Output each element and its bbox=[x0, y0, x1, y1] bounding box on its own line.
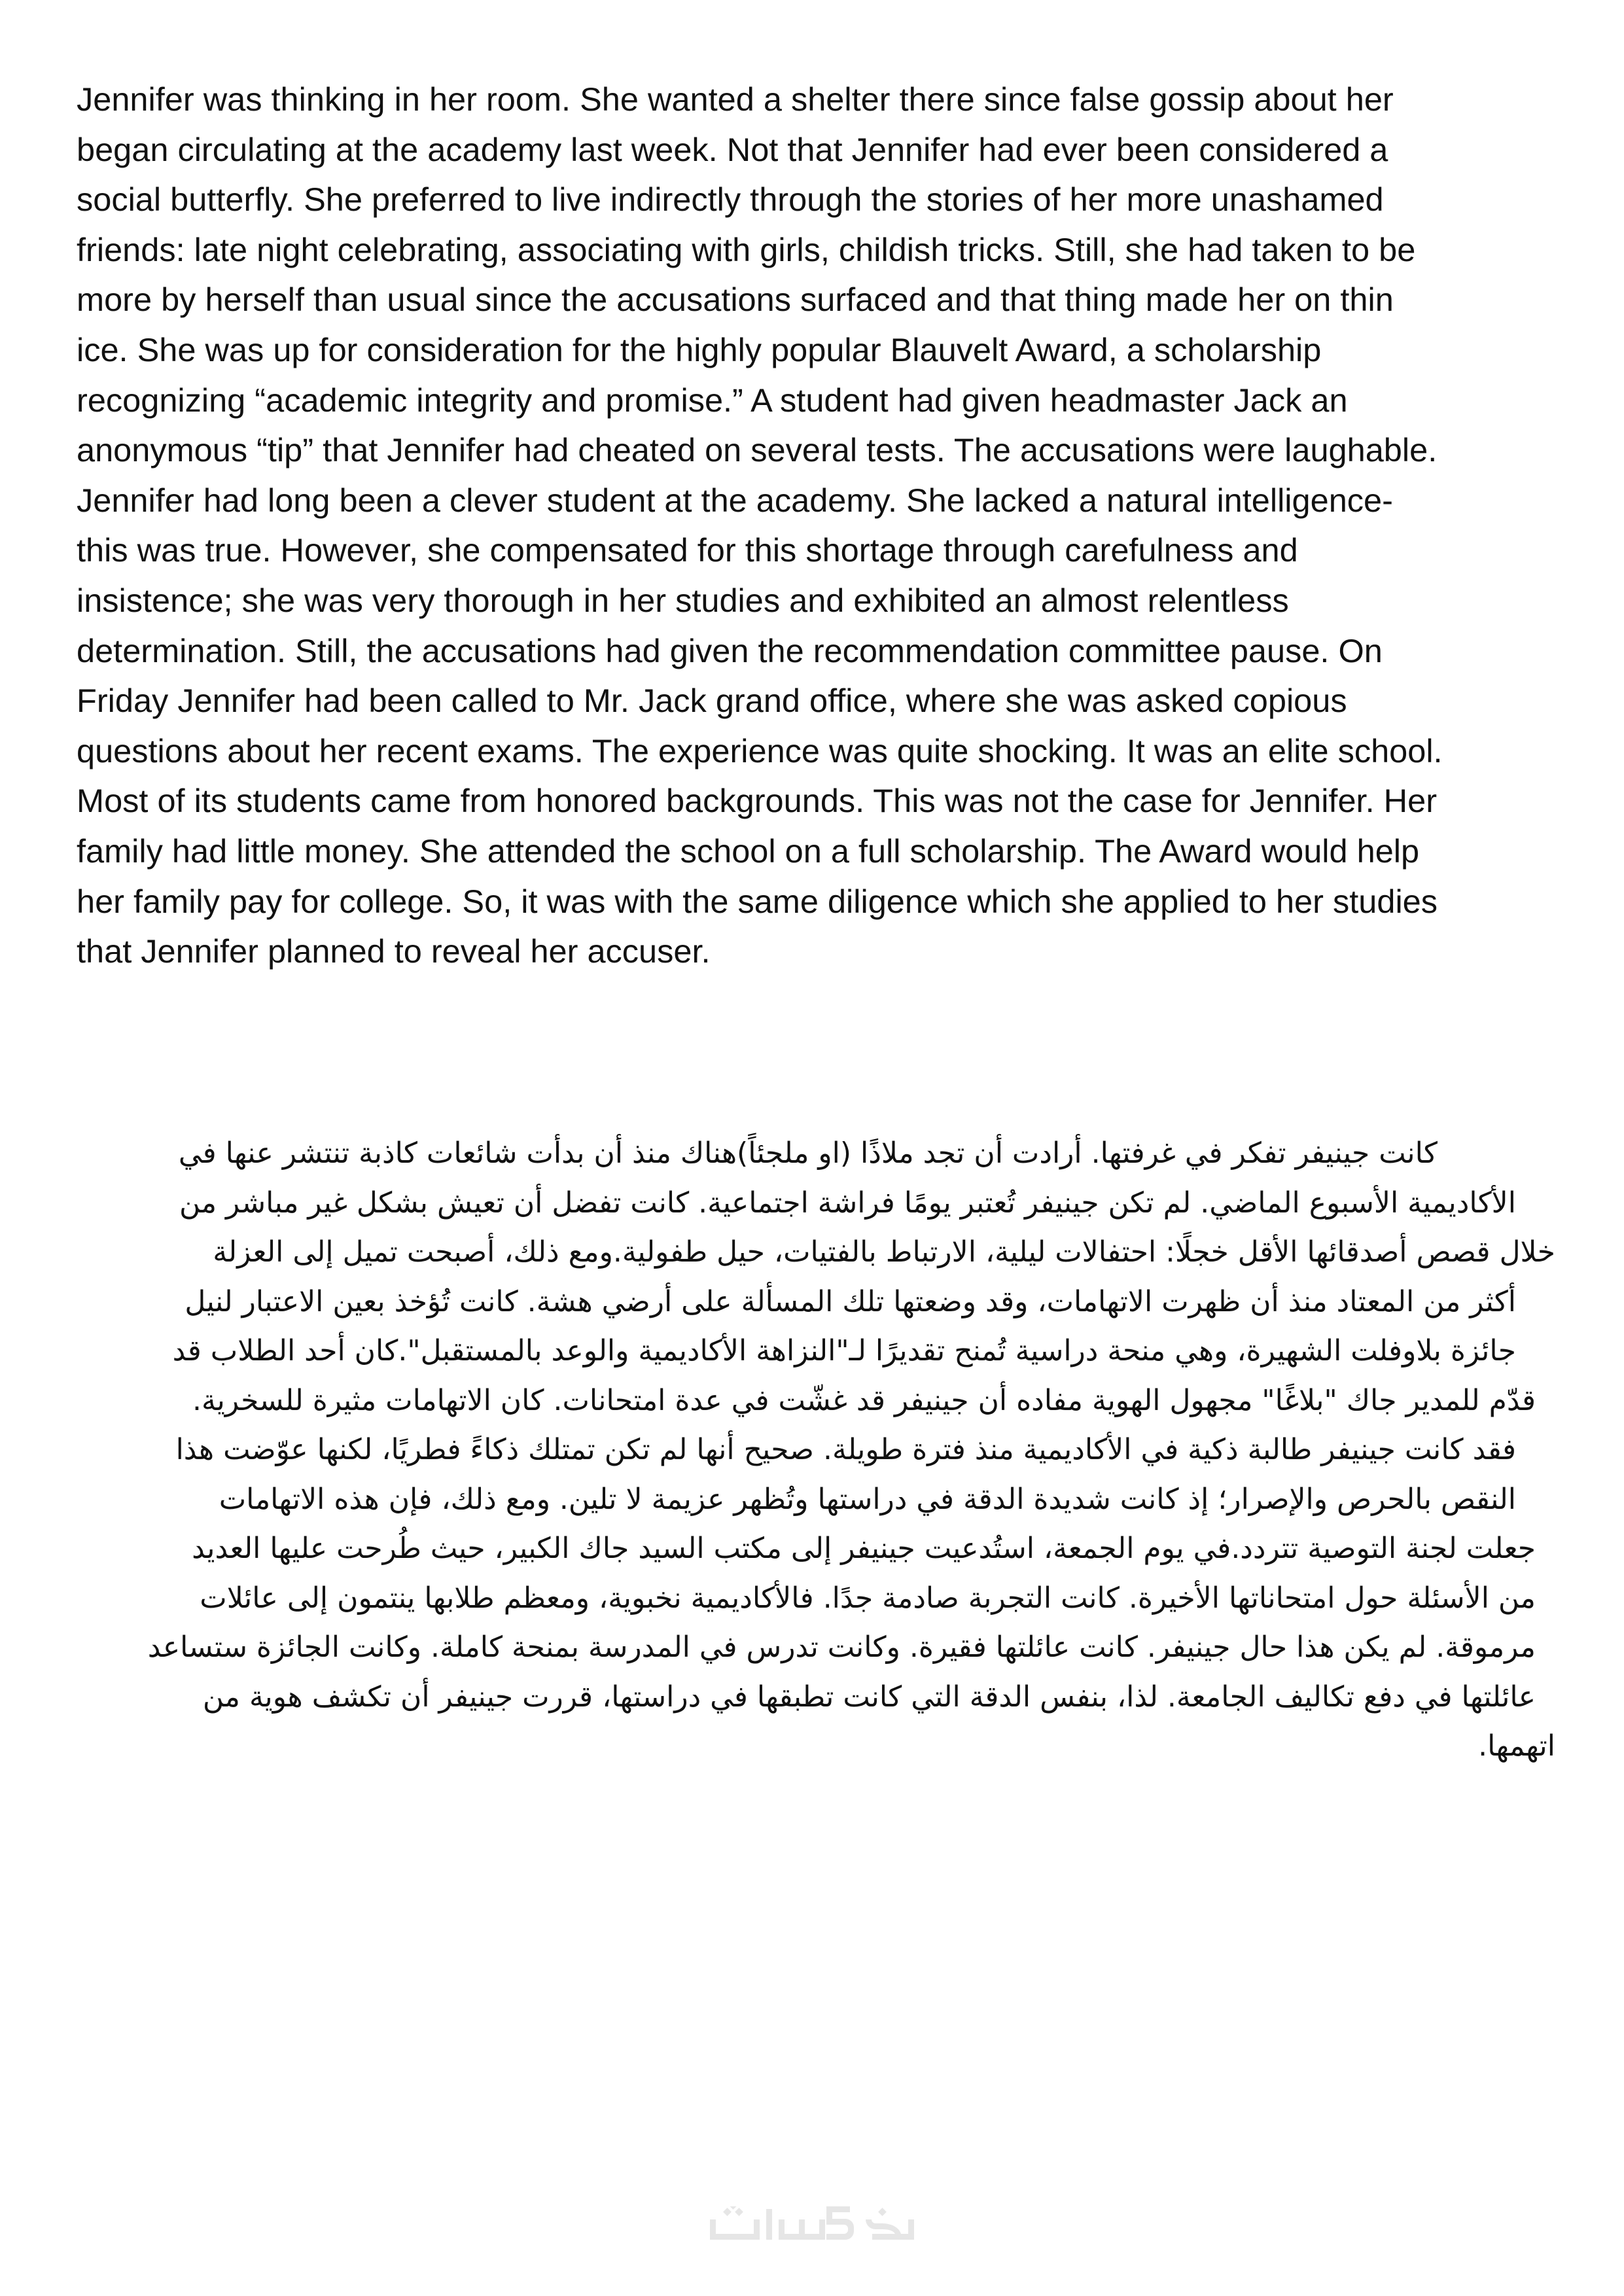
khamsat-logo-icon bbox=[710, 2206, 914, 2247]
english-line: friends: late night celebrating, associating with girls, childish tricks. Still, she had taken to be bbox=[77, 230, 1416, 268]
arabic-line: فقد كانت جينيفر طالبة ذكية في الأكاديمية منذ فترة طويلة. صحيح أنها لم تكن تمتلك ذكاءً فطريًا، لكنها عوّضت هذا bbox=[175, 1433, 1516, 1466]
english-line: Most of its students came from honored backgrounds. This was not the case for Jennifer. Her bbox=[77, 782, 1438, 820]
english-line: her family pay for college. So, it was with the same diligence which she applied to her studies bbox=[77, 882, 1438, 920]
english-line: Jennifer had long been a clever student at the academy. She lacked a natural intelligence- bbox=[77, 481, 1393, 519]
arabic-line: جعلت لجنة التوصية تتردد.في يوم الجمعة، استُدعيت جينيفر إلى مكتب السيد جاك الكبير، حيث طُرحت عليها العديد bbox=[192, 1532, 1536, 1565]
english-line: family had little money. She attended the school on a full scholarship. The Award would help bbox=[77, 832, 1420, 870]
arabic-line: قدّم للمدير جاك "بلاغًا" مجهول الهوية مفاده أن جينيفر قد غشّت في عدة امتحانات. كان الاتهامات مثيرة للسخرية. bbox=[192, 1383, 1536, 1417]
arabic-line: كانت جينيفر تفكر في غرفتها. أرادت أن تجد ملاذًا (او ملجئاً)هناك منذ أن بدأت شائعات كاذبة تنتشر عنها في bbox=[178, 1137, 1438, 1170]
arabic-line: مرموقة. لم يكن هذا حال جينيفر. كانت عائلتها فقيرة. وكانت تدرس في المدرسة بمنحة كاملة. وكانت الجائزة ستساعد bbox=[147, 1631, 1536, 1664]
english-line: began circulating at the academy last week. Not that Jennifer had ever been considered a bbox=[77, 130, 1388, 168]
english-line: ice. She was up for consideration for the highly popular Blauvelt Award, a scholarship bbox=[77, 330, 1322, 368]
english-line: this was true. However, she compensated for this shortage through carefulness and bbox=[77, 531, 1298, 569]
english-line: Jennifer was thinking in her room. She wanted a shelter there since false gossip about her bbox=[77, 80, 1394, 118]
english-line: social butterfly. She preferred to live indirectly through the stories of her more unashamed bbox=[77, 181, 1384, 219]
english-line: Friday Jennifer had been called to Mr. Jack grand office, where she was asked copious bbox=[77, 682, 1347, 720]
arabic-line: خلال قصص أصدقائها الأقل خجلًا: احتفالات ليلية، الارتباط بالفتيات، حيل طفولية.ومع ذلك، أصبحت تميل إلى العزلة bbox=[213, 1235, 1555, 1269]
arabic-line: الأكاديمية الأسبوع الماضي. لم تكن جينيفر تُعتبر يومًا فراشة اجتماعية. كانت تفضل أن تعيش بشكل غير مباشر من bbox=[179, 1186, 1516, 1220]
arabic-line: النقص بالحرص والإصرار؛ إذ كانت شديدة الدقة في دراستها وتُظهر عزيمة لا تلين. ومع ذلك، فإن هذه الاتهامات bbox=[219, 1482, 1516, 1516]
arabic-paragraph bbox=[77, 1129, 1555, 1771]
english-line: recognizing “academic integrity and promise.” A student had given headmaster Jack an bbox=[77, 381, 1348, 419]
english-line: anonymous “tip” that Jennifer had cheated on several tests. The accusations were laughable. bbox=[77, 431, 1438, 469]
english-line: insistence; she was very thorough in her studies and exhibited an almost relentless bbox=[77, 581, 1289, 619]
arabic-line: أكثر من المعتاد منذ أن ظهرت الاتهامات، وقد وضعتها تلك المسألة على أرضي هشة. كانت تُؤخذ بعين الاعتبار لنيل bbox=[185, 1284, 1516, 1318]
arabic-line: جائزة بلاوفلت الشهيرة، وهي منحة دراسية تُمنح تقديرًا لـ"النزاهة الأكاديمية والوعد بالمستقبل".كان أحد الطلاب قد bbox=[172, 1334, 1516, 1368]
arabic-line: اتهمها. bbox=[1478, 1729, 1555, 1763]
english-line: questions about her recent exams. The experience was quite shocking. It was an elite school. bbox=[77, 732, 1443, 769]
arabic-line: عائلتها في دفع تكاليف الجامعة. لذا، بنفس الدقة التي كانت تطبقها في دراستها، قررت جينيفر أن تكشف هوية من bbox=[202, 1680, 1536, 1714]
english-line: determination. Still, the accusations had given the recommendation committee pause. On bbox=[77, 631, 1383, 669]
english-line: that Jennifer planned to reveal her accuser. bbox=[77, 932, 711, 970]
watermark-logo-graphic bbox=[710, 2206, 914, 2247]
english-paragraph bbox=[77, 75, 1562, 977]
english-line: more by herself than usual since the accusations surfaced and that thing made her on thin bbox=[77, 281, 1394, 319]
arabic-line: من الأسئلة حول امتحاناتها الأخيرة. كانت التجربة صادمة جدًا. فالأكاديمية نخبوية، ومعظم طلابها ينتمون إلى عائلات bbox=[200, 1581, 1536, 1615]
